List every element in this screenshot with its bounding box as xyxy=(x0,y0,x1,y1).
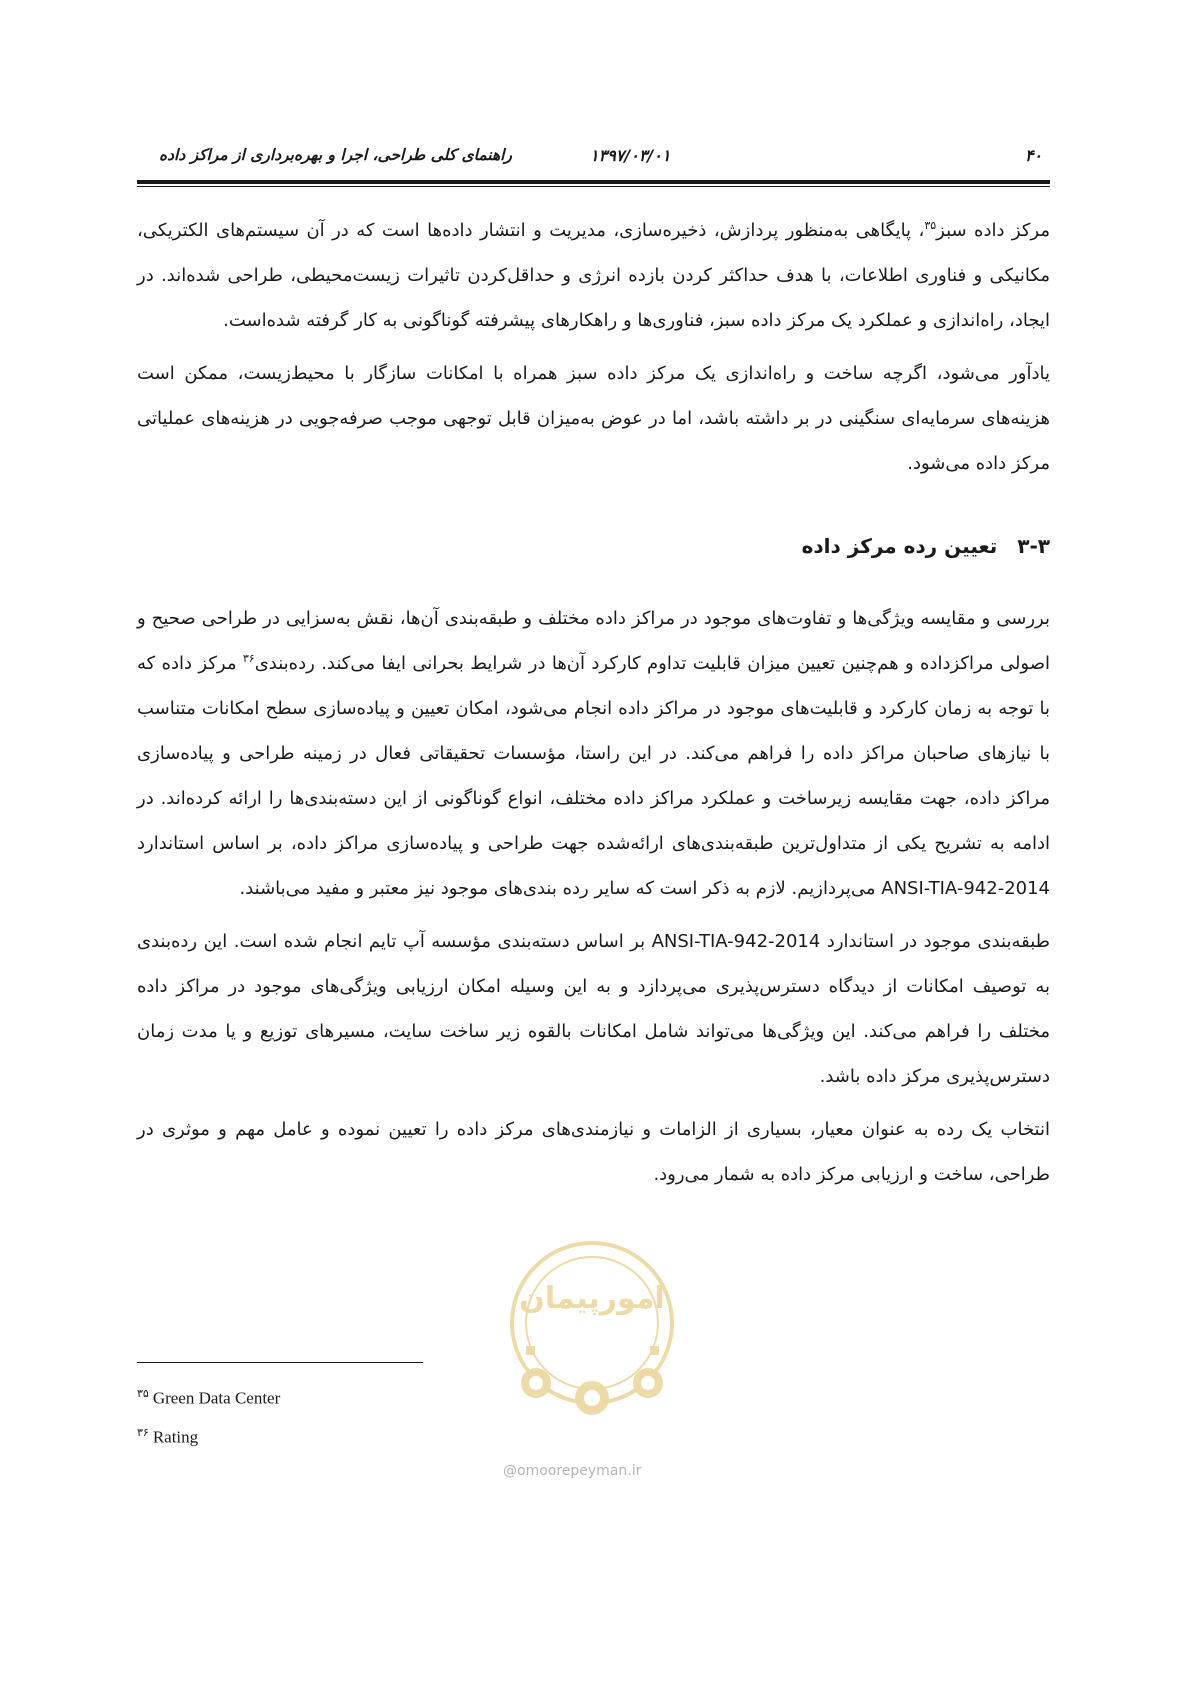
watermark-logo xyxy=(502,1228,682,1458)
header-rule-thin xyxy=(137,186,1050,187)
footnote-text: Rating xyxy=(152,1427,199,1447)
footnote-ref-35[interactable]: ۳۵ xyxy=(924,219,937,232)
paragraph-standard: طبقه‌بندی موجود در استاندارد ANSI-TIA-942-2014 بر اساس دسته‌بندی مؤسسه آپ تایم انجام شده است. این رده‌بندی به توصیف امکانات از دیدگاه دسترس‌پذیری می‌پردازد و به این وسیله امکان ارزیابی ویژگی‌های موجود در مراکز داده مختلف را فراهم می‌کند. این ویژگی‌ها می‌تواند شامل امکانات بالقوه زیر ساخت سایت، مسیرهای توزیع و یا مدت زمان دسترس‌پذیری مرکز داده باشد. xyxy=(137,931,1050,1087)
footnote-35 xyxy=(137,1377,280,1416)
footnote-text: Green Data Center xyxy=(152,1388,281,1408)
footnote-number: ۳۵ xyxy=(137,1388,149,1400)
watermark-url: @omoorepeyman.ir xyxy=(503,1463,642,1479)
paragraph-text: مرکز داده که با توجه به زمان کارکرد و قابلیت‌های موجود در مراکز داده انجام می‌شود، امکان تعیین و پیاده‌سازی سطح امکانات متناسب با نیازهای صاحبان مراکز داده را فراهم می‌کند. در این راستا، مؤسسات تحقیقاتی فعال در زمینه طراحی و پیاده‌سازی مراکز داده، جهت مقایسه زیرساخت و عملکرد مراکز داده مختلف، انواع گوناگونی از این دسته‌بندی‌ها را ارائه کرده‌اند. در ادامه به تشریح یکی از متداول‌ترین طبقه‌بندی‌های ارائه‌شده جهت طراحی و پیاده‌سازی مراکز داده، بر اساس استاندارد ANSI-TIA-942-2014 می‌پردازیم. لازم به ذکر است که سایر رده بندی‌های موجود نیز معتبر و مفید می‌باشند. xyxy=(137,653,1050,899)
paragraph-selection: انتخاب یک رده به عنوان معیار، بسیاری از الزامات و نیازمندی‌های مرکز داده را تعیین نموده و عامل مهم و موثری در طراحی، ساخت و ارزیابی مرکز داده به شمار می‌رود. xyxy=(137,1119,1050,1185)
header-rule-thick xyxy=(137,180,1050,184)
footnote-separator xyxy=(137,1362,423,1363)
paragraph-green-data-center xyxy=(137,208,1050,343)
footnotes xyxy=(137,1377,280,1454)
page-number: ۴۰ xyxy=(1024,146,1042,165)
paragraph-rating-intro xyxy=(137,596,1050,911)
section-heading xyxy=(137,530,1050,562)
footnote-number: ۳۶ xyxy=(137,1426,149,1439)
section-title: تعیین رده مرکز داده xyxy=(801,534,998,558)
header-title: راهنمای کلی طراحی، اجرا و بهره‌برداری از مراکز داده xyxy=(159,146,512,164)
page-header xyxy=(137,140,1050,190)
footnote-ref-36[interactable]: ۳۶ xyxy=(242,652,255,665)
watermark-logo-text: امورپیمان xyxy=(519,1281,665,1316)
page-body xyxy=(137,208,1050,1197)
paragraph-text: مرکز داده سبز xyxy=(936,220,1050,241)
paragraph-reminder: یادآور می‌شود، اگرچه ساخت و راه‌اندازی یک مرکز داده سبز همراه با امکانات سازگار با محیط‌زیست، ممکن است هزینه‌های سرمایه‌ای سنگینی در بر داشته باشد، اما در عوض به‌میزان قابل توجهی موجب صرفه‌جویی در هزینه‌های عملیاتی مرکز داده می‌شود. xyxy=(137,363,1050,474)
header-date: ۱۳۹۷/۰۳/۰۱ xyxy=(590,146,671,165)
paragraph-text: ، پایگاهی به‌منظور پردازش، ذخیره‌سازی، مدیریت و انتشار داده‌ها است که در آن سیستم‌های الکتریکی، مکانیکی و فناوری اطلاعات، با هدف حداکثر کردن بازده انرژی و حداقل‌کردن تاثیرات زیست‌محیطی، طراحی شده‌اند. در ایجاد، راه‌اندازی و عملکرد یک مرکز داده سبز، فناوری‌ها و راهکارهای پیشرفته گوناگونی به کار گرفته شده‌است. xyxy=(137,220,1050,331)
paragraph-text: بررسی و مقایسه ویژگی‌ها و تفاوت‌های موجود در مراکز داده مختلف و طبقه‌بندی آن‌ها، نقش به‌سزایی در طراحی صحیح و اصولی مراکزداده و هم‌چنین تعیین میزان قابلیت تداوم کارکرد آن‌ها در شرایط بحرانی ایفا می‌کند. رده‌بندی xyxy=(137,608,1051,674)
section-number: ۳-۳ xyxy=(1017,534,1050,558)
footnote-36 xyxy=(137,1416,280,1455)
